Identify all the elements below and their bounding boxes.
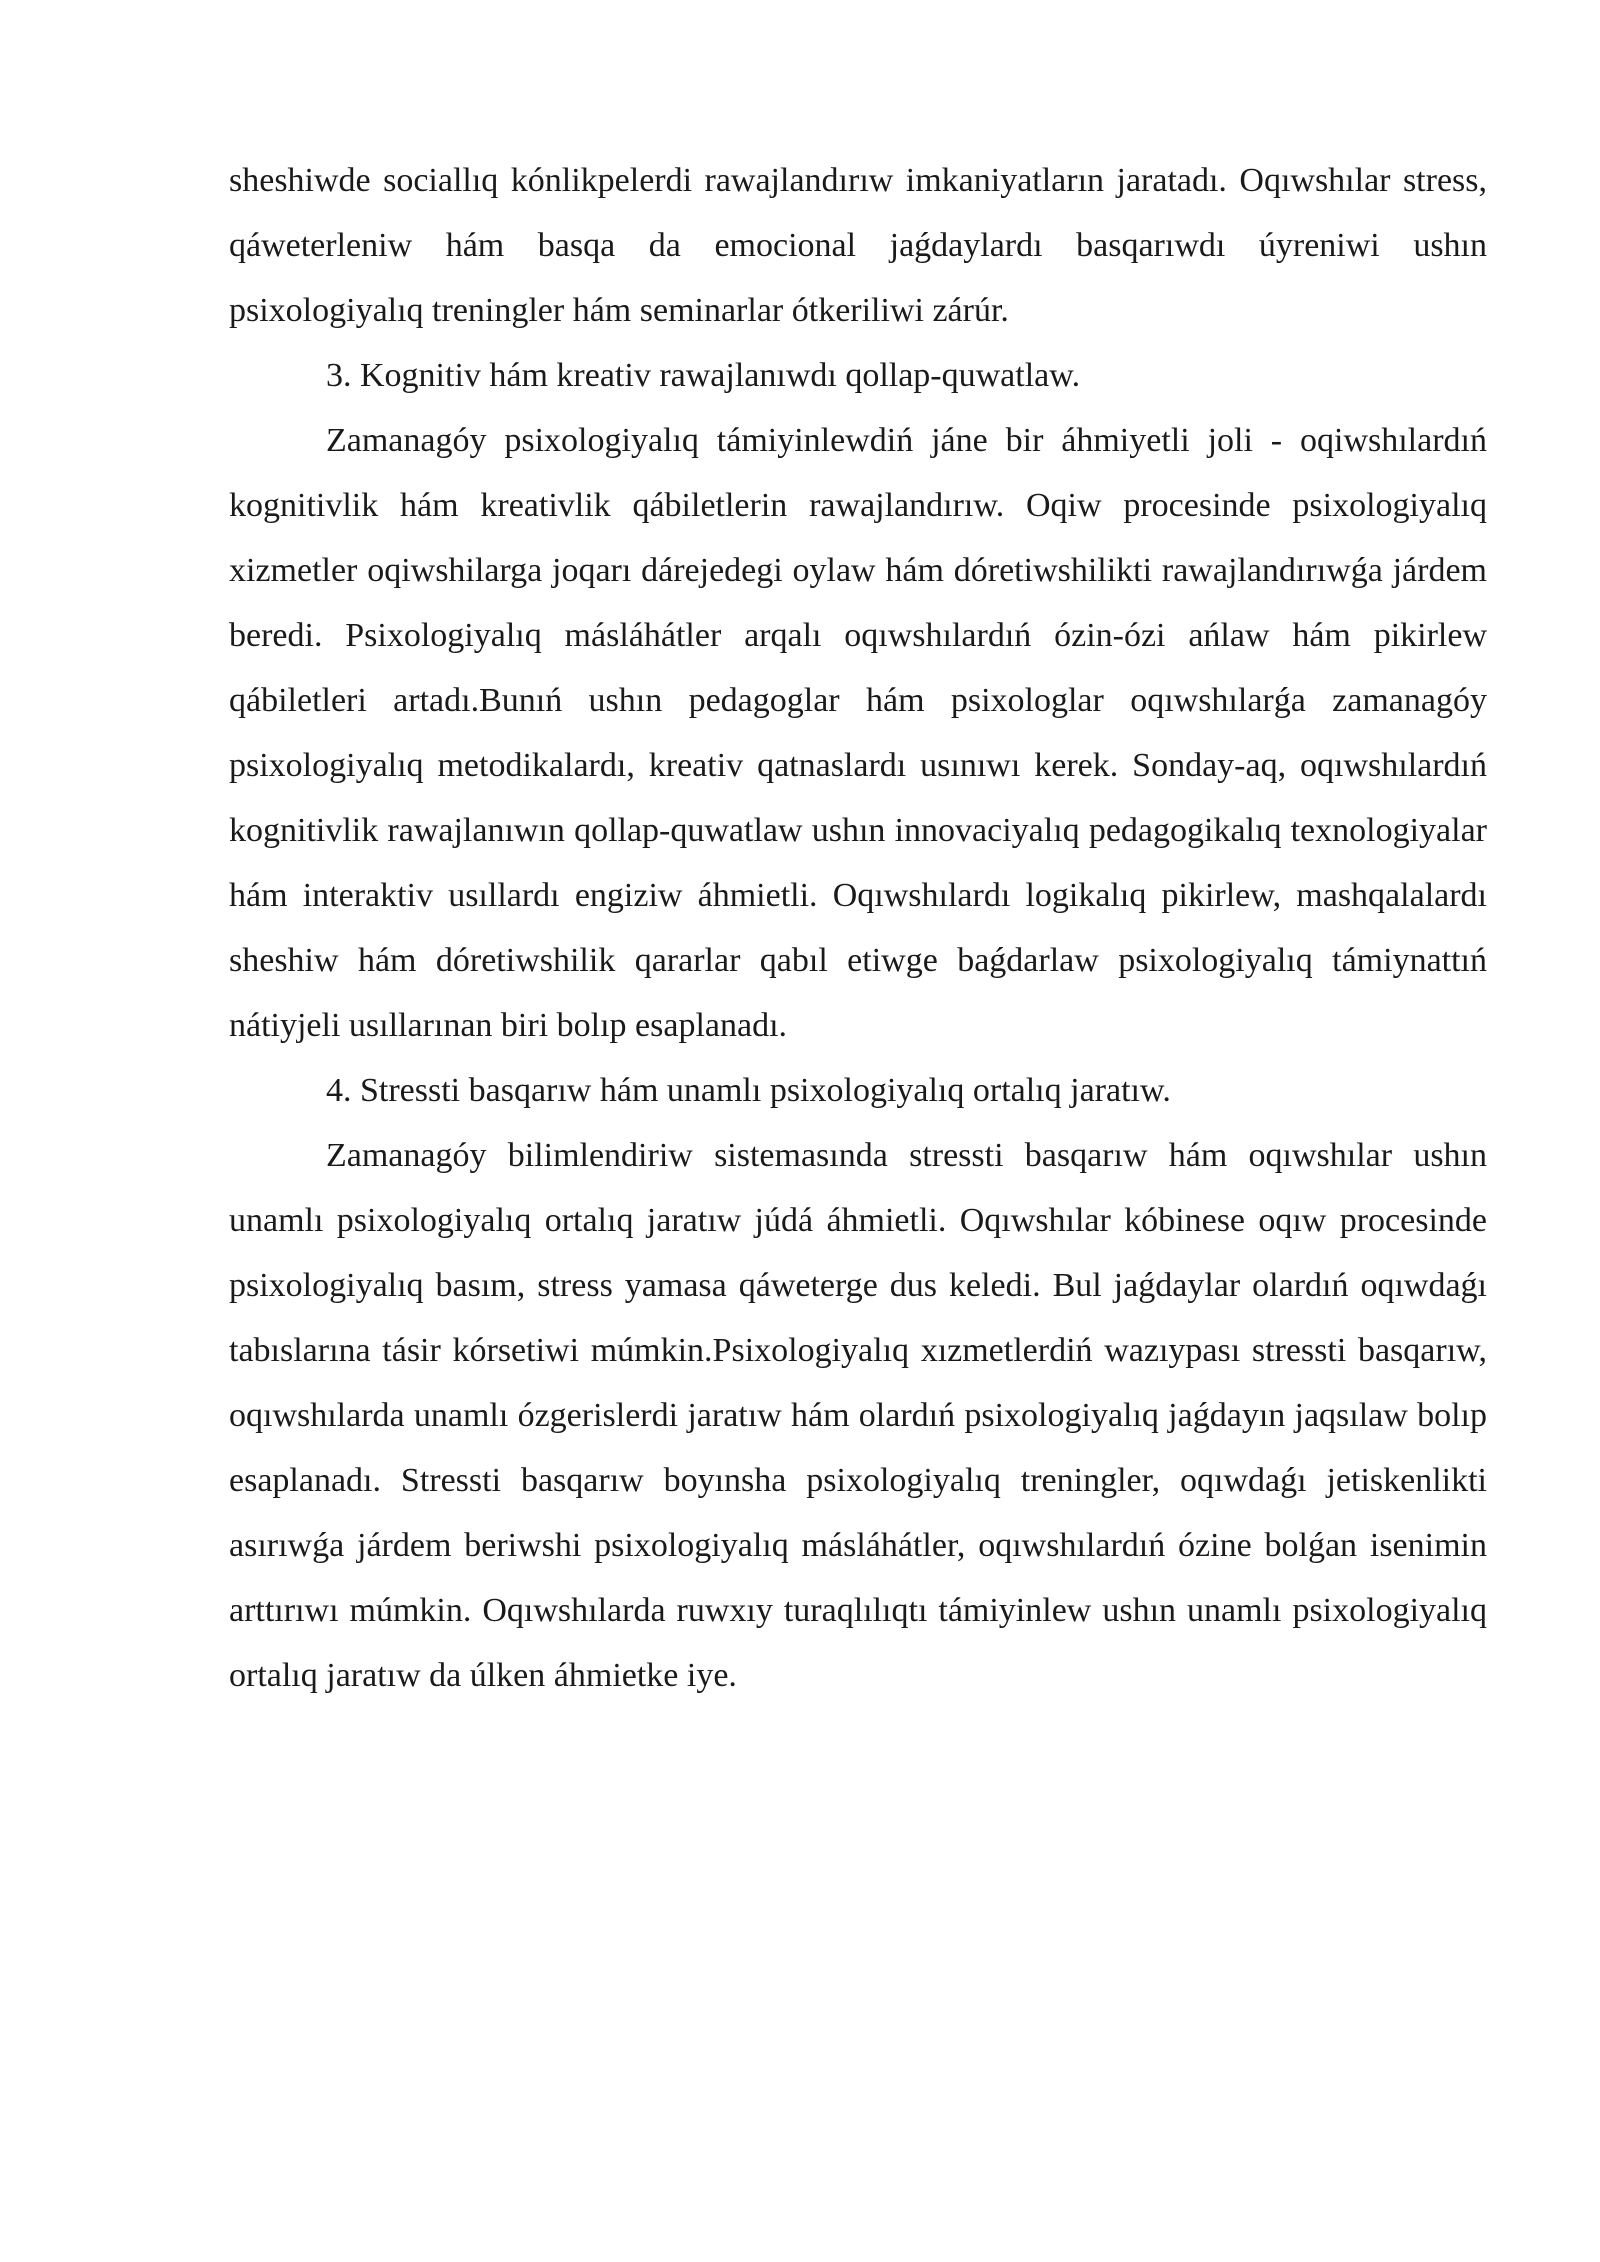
document-page (229, 148, 1487, 1708)
paragraph-cognitive-development: Zamanagóy psixologiyalıq támiyinlewdiń jáne bir áhmiyetli joli - oqiwshılardıń kognitivlik hám kreativlik qábiletlerin rawajlandırıw. Oqiw procesinde psixologiyalıq xizmetler oqiwshilarga joqarı dárejedegi oylaw hám dóretiwshilikti rawajlandırıwǵa járdem beredi. Psixologiyalıq másláhátler arqalı oqıwshılardıń ózin-ózi ańlaw hám pikirlew qábiletleri artadı.Bunıń ushın pedagoglar hám psixologlar oqıwshılarǵa zamanagóy psixologiyalıq metodikalardı, kreativ qatnaslardı usınıwı kerek. Sonday-aq, oqıwshılardıń kognitivlik rawajlanıwın qollap-quwatlaw ushın innovaciyalıq pedagogikalıq texnologiyalar hám interaktiv usıllardı engiziw áhmietli. Oqıwshılardı logikalıq pikirlew, mashqalalardı sheshiw hám dóretiwshilik qararlar qabıl etiwge baǵdarlaw psixologiyalıq támiynattıń nátiyjeli usıllarınan biri bolıp esaplanadı. (229, 422, 1487, 1044)
section-heading-4: 4. Stressti basqarıw hám unamlı psixologiyalıq ortalıq jaratıw. (326, 1072, 1171, 1109)
paragraph-continuation: sheshiwde sociallıq kónlikpelerdi rawajlandırıw imkaniyatların jaratadı. Oqıwshılar stress, qáweterleniw hám basqa da emocional jaǵdaylardı basqarıwdı úyreniwi ushın psixologiyalıq treningler hám seminarlar ótkeriliwi zárúr. (229, 162, 1487, 329)
paragraph-stress-management: Zamanagóy bilimlendiriw sistemasında stressti basqarıw hám oqıwshılar ushın unamlı psixologiyalıq ortalıq jaratıw júdá áhmietli. Oqıwshılar kóbinese oqıw procesinde psixologiyalıq basım, stress yamasa qáweterge dus keledi. Bul jaǵdaylar olardıń oqıwdaǵı tabıslarına tásir kórsetiwi múmkin.Psixologiyalıq xızmetlerdiń wazıypası stressti basqarıw, oqıwshılarda unamlı ózgerislerdi jaratıw hám olardıń psixologiyalıq jaǵdayın jaqsılaw bolıp esaplanadı. Stressti basqarıw boyınsha psixologiyalıq treningler, oqıwdaǵı jetiskenlikti asırıwǵa járdem beriwshi psixologiyalıq másláhátler, oqıwshılardıń ózine bolǵan isenimin arttırıwı múmkin. Oqıwshılarda ruwxıy turaqlılıqtı támiyinlew ushın unamlı psixologiyalıq ortalıq jaratıw da úlken áhmietke iye. (229, 1137, 1487, 1694)
section-heading-3: 3. Kognitiv hám kreativ rawajlanıwdı qollap-quwatlaw. (326, 357, 1081, 394)
